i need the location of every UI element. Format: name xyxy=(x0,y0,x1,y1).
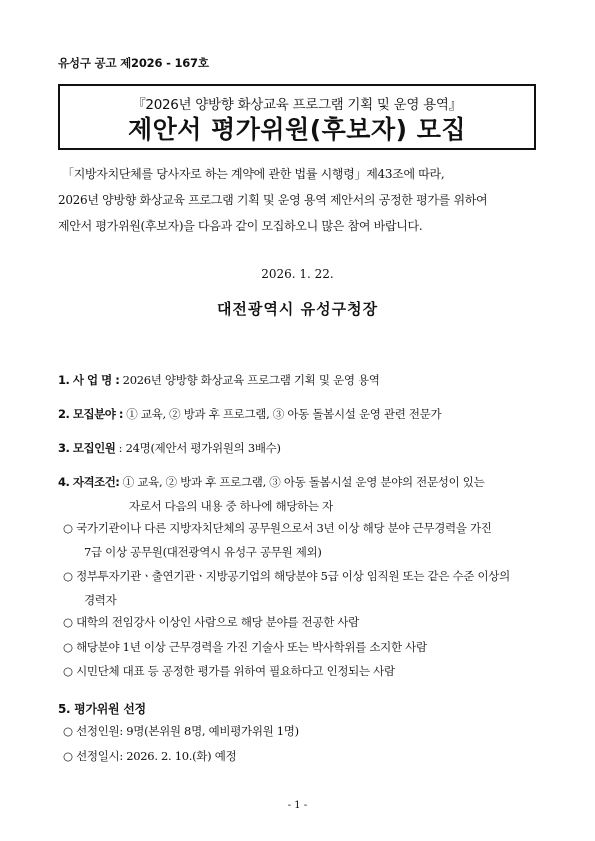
qualification-item: ○ 해당분야 1년 이상 근무경력을 가진 기술사 또는 박사학위를 소지한 사람 xyxy=(63,640,427,654)
item-field xyxy=(58,406,441,422)
item-project-label: 1. 사 업 명 : xyxy=(58,373,120,387)
item-count xyxy=(58,440,281,456)
selection-item: ○ 선정인원: 9명(본위원 8명, 예비평가위원 1명) xyxy=(63,724,299,738)
qualification-item: ○ 시민단체 대표 등 공정한 평가를 위하여 필요하다고 인정되는 사람 xyxy=(63,664,395,678)
item-field-value: ① 교육, ② 방과 후 프로그램, ③ 아동 돌봄시설 운영 관련 전문가 xyxy=(126,407,442,421)
item-count-value: : 24명(제안서 평가위원의 3배수) xyxy=(118,441,281,455)
item-count-label: 3. 모집인원 xyxy=(58,441,116,455)
qualification-item-cont: 경력자 xyxy=(84,593,117,607)
item-qualification-label: 4. 자격조건: xyxy=(58,475,120,489)
organization-name: 대전광역시 유성구청장 xyxy=(216,300,379,318)
item-field-label: 2. 모집분야 : xyxy=(58,407,123,421)
selection-heading: 5. 평가위원 선정 xyxy=(58,702,146,716)
qualification-item: ○ 국가기관이나 다른 지방자치단체의 공무원으로서 3년 이상 해당 분야 근무경력을 가진 xyxy=(63,521,492,535)
title-subtitle: 『2026년 양방향 화상교육 프로그램 기획 및 운영 용역』 xyxy=(132,97,462,113)
intro-line-3: 제안서 평가위원(후보자)을 다음과 같이 모집하오니 많은 참여 바랍니다. xyxy=(58,219,423,233)
qualification-item-cont: 7급 이상 공무원(대전광역시 유성구 공무원 제외) xyxy=(84,545,322,559)
qualification-item: ○ 대학의 전임강사 이상인 사람으로 해당 분야를 전공한 사람 xyxy=(63,615,359,629)
notice-date: 2026. 1. 22. xyxy=(261,267,334,281)
selection-item: ○ 선정일시: 2026. 2. 10.(화) 예정 xyxy=(63,749,237,763)
item-qualification xyxy=(58,474,484,490)
item-project xyxy=(58,372,380,388)
item-project-value: 2026년 양방향 화상교육 프로그램 기획 및 운영 용역 xyxy=(122,373,380,387)
intro-line-1: 「지방자치단체를 당사자로 하는 계약에 관한 법률 시행령」제43조에 따라, xyxy=(62,167,445,181)
notice-number: 유성구 공고 제2026 - 167호 xyxy=(58,56,209,70)
page-number: - 1 - xyxy=(287,800,308,811)
item-qualification-cont: 자로서 다음의 내용 중 하나에 해당하는 자 xyxy=(129,499,333,513)
intro-line-2: 2026년 양방향 화상교육 프로그램 기획 및 운영 용역 제안서의 공정한 평가를 위하여 xyxy=(58,193,488,207)
item-qualification-value: ① 교육, ② 방과 후 프로그램, ③ 아동 돌봄시설 운영 분야의 전문성이 있는 xyxy=(122,475,485,489)
page-title: 제안서 평가위원(후보자) 모집 xyxy=(127,115,467,144)
title-box xyxy=(58,84,536,150)
qualification-item: ○ 정부투자기관ㆍ출연기관ㆍ지방공기업의 해당분야 5급 이상 임직원 또는 같은 수준 이상의 xyxy=(63,569,510,583)
